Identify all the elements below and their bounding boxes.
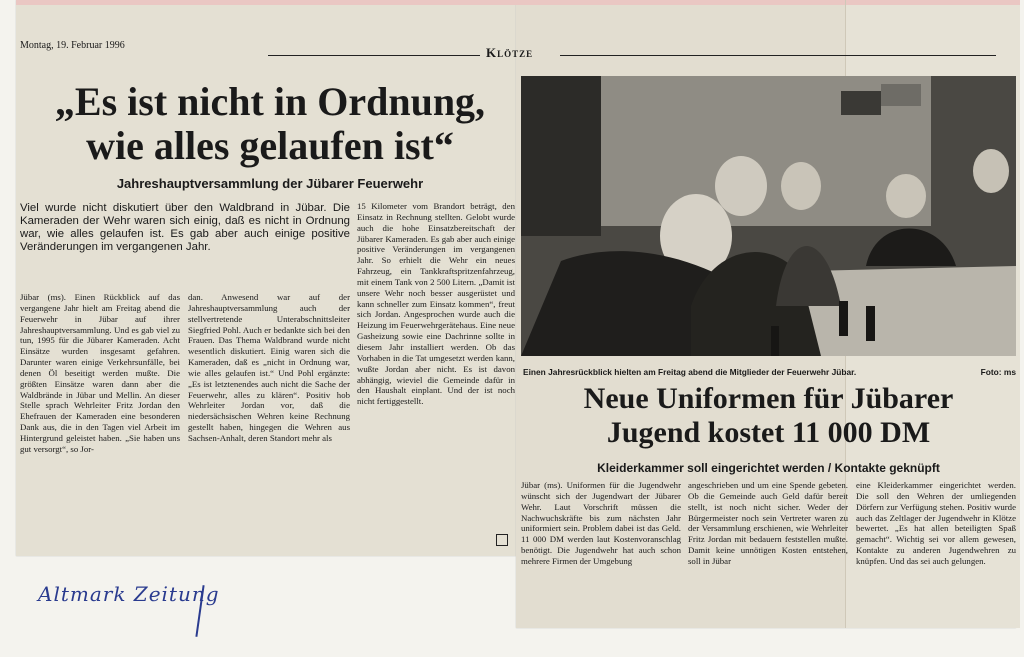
article2-headline <box>521 382 1016 450</box>
article1-headline-line1: „Es ist nicht in Ordnung, <box>54 79 486 124</box>
article2-headline-line1: Neue Uniformen für Jübarer <box>583 382 954 415</box>
article1-headline <box>26 80 514 168</box>
article2-headline-line2: Jugend kostet 11 000 DM <box>606 416 931 449</box>
article2-column-2: angeschrieben und um eine Spende gebeten. Ob die Gemeinde auch Geld dafür bereit stellt, ist noch nicht sicher. Weder der Bürgermeister noch sein Vertreter waren zu der Versammlung erschienen, wie Wehrleiter Fritz Jordan mit bedauern feststellen mußte. Damit keine unnötigen Kosten entstehen, soll in Jübar <box>688 480 848 566</box>
article1-lead: Viel wurde nicht diskutiert über den Waldbrand in Jübar. Die Kameraden der Wehr waren sich einig, daß es nicht in Ordnung war, wie alles gelaufen ist. Es gab aber auch einige positive Veränderungen im vergangenen Jahr. <box>20 202 350 253</box>
article1-subheadline: Jahreshauptversammlung der Jübarer Feuerwehr <box>116 176 424 191</box>
section-title: Klötze <box>486 45 534 60</box>
meeting-photo-illustration <box>521 76 1016 356</box>
article2-column-3: eine Kleiderkammer eingerichtet werden. Die soll den Wehren der umliegenden Dörfern zur Verfügung stehen. Positiv wurde auch das Zeltlager der Jugendwehr in Klötze bewertet. „Es hat allen beteiligten Spaß gemacht“. Wichtig sei vor allem gewesen, Kontakte zu anderen Jugendwehren zu knüpfen. Und das sei auch gelungen. <box>856 480 1016 566</box>
article1-column-1: Jübar (ms). Einen Rückblick auf das vergangene Jahr hielt am Freitag abend die Feuerwehr in Jübar auf ihrer Jahreshauptversammlung. Und es gab viel zu tun, 1995 für die Jübarer Kameraden. Acht Einsätze wurden insgesamt gefahren. Darunter waren einige Verkehrsunfälle, bei denen Öl beseitigt werden mußte. Die größten Einsätze waren dann aber die Waldbrände in Jübar und Mellin. An dieser Stelle sprach Wehrleiter Fritz Jordan den Ehefrauen der Kameraden eine besonderen Dank aus, die in den Tagen viel Arbeit im Hintergrund geleistet haben. „Sie haben uns gut versorgt“, so Jor- <box>20 292 180 454</box>
article1-headline-line2: wie alles gelaufen ist“ <box>86 123 454 168</box>
article1-column-3: 15 Kilometer vom Brandort beträgt, den Einsatz in Rechnung stellten. Gelobt wurde auch die hohe Einsatzbereitschaft der Jübarer Kameraden. Es gab aber auch einige positive Veränderungen im vergangenen Jahr. So erhielt die Wehr ein neues Fahrzeug, ein Tankkraftspritzenfahrzeug, mit einem Tank von 2 500 Litern. „Damit ist unsere Wehr noch besser ausgerüstet und kann schneller zum Einsatz kommen“, freut sich Jordan. Angesprochen wurde auch die Heizung im Feuerwehrgerätehaus. Eine neue Gasheizung sowie eine Dachrinne sollte in diesem Jahr installiert werden. Ob das Vorhaben in die Tat umgesetzt werden kann, wußte Jordan aber nicht. Es ist davon abhängig, wieviel die Gemeinde dafür in den Haushalt einplant. Und der ist noch nicht fertiggestellt. <box>357 201 515 407</box>
article1-column-2: dan. Anwesend war auf der Jahreshauptversammlung auch der stellvertretende Unterabschnittsleiter Siegfried Pohl. Auch er bedankte sich bei den Frauen. Das Thema Waldbrand wurde nicht wesentlich diskutiert. Einig waren sich die Kameraden, daß es „nicht in Ordnung war, wie alles gelaufen ist.“ Und Pohl ergänzte: „Es ist letztenendes auch nicht die Sache der Feuerwehr, alles zu klären“. Positiv hob Wehrleiter Jordan vor, daß die niedersächsischen Wehren keine Rechnung gestellt haben, hingegen die Wehren aus Sachsen-Anhalt, deren Standort mehr als <box>188 292 350 443</box>
photo-credit: Foto: ms <box>980 367 1016 377</box>
article-end-mark <box>496 534 508 546</box>
dateline: Montag, 19. Februar 1996 <box>20 40 125 51</box>
meeting-photo <box>521 76 1016 356</box>
header-rule-right <box>560 55 996 56</box>
article2-column-1: Jübar (ms). Uniformen für die Jugendwehr wünscht sich der Jugendwart der Jübarer Wehr. Laut Vorschrift müssen die Nachwuchskräfte bis zum nächsten Jahr uniformiert sein. Problem dabei ist das Geld. 11 000 DM werden laut Kostenvoranschlag benötigt. Die Jugendwehr hat auch schon mehrere Firmen der Umgebung <box>521 480 681 566</box>
paper-top-edge <box>16 0 1020 5</box>
photo-caption: Einen Jahresrückblick hielten am Freitag abend die Mitglieder der Feuerwehr Jübar. <box>523 367 857 377</box>
header-rule-left <box>268 55 480 56</box>
handwritten-source-note: Altmark Zeitung <box>38 582 220 606</box>
article2-subheadline: Kleiderkammer soll eingerichtet werden / Kontakte geknüpft <box>597 461 940 475</box>
